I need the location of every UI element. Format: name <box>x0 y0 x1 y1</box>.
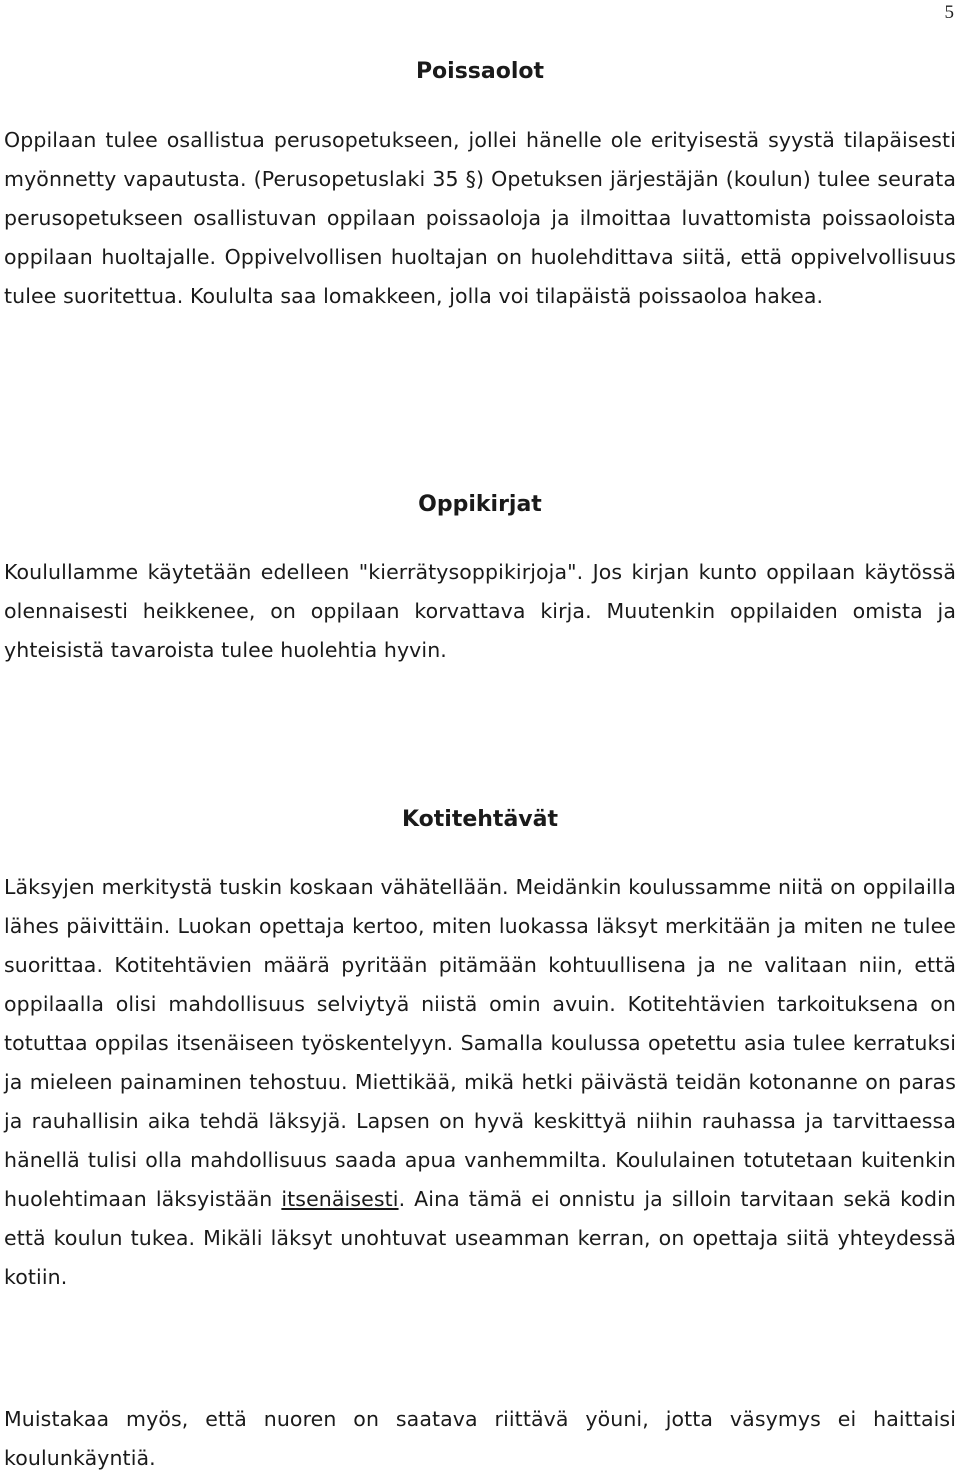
page-number: 5 <box>944 2 954 23</box>
section-title-textbooks: Oppikirjat <box>418 492 542 517</box>
paragraph-absences: Oppilaan tulee osallistua perusopetukseen, jollei hänelle ole erityisestä syystä tilapäisesti myönnetty vapautusta. (Perusopetuslaki 35 §) Opetuksen järjestäjän (koulun) tulee seurata perusopetukseen osallistuvan oppilaan poissaoloja ja ilmoittaa luvattomista poissaoloista oppilaan huoltajalle. Oppivelvollisen huoltajan on huolehdittava siitä, että oppivelvollisuus tulee suoritettua. Koululta saa lomakkeen, jolla voi tilapäistä poissaoloa hakea. <box>4 128 956 308</box>
homework-text-part2: . Aina tämä ei onnistu ja silloin tarvitaan sekä kodin että koulun tukea. Mikäli läksyt unohtuvat useamman kerran, on opettaja siitä yhteydessä kotiin. <box>4 1187 956 1289</box>
homework-text-part1: Läksyjen merkitystä tuskin koskaan vähätellään. Meidänkin koulussamme niitä on oppilailla lähes päivittäin. Luokan opettaja kertoo, miten luokassa läksyt merkitään ja miten ne tulee suorittaa. Kotitehtävien määrä pyritään pitämään kohtuullisena ja ne valitaan niin, että oppilaalla olisi mahdollisuus selviytyä niistä omin avuin. Kotitehtävien tarkoituksena on totuttaa oppilas itsenäiseen työskentelyyn. Samalla koulussa opetettu asia tulee kerratuksi ja mieleen painaminen tehostuu. Miettikää, mikä hetki päivästä teidän kotonanne on paras ja rauhallisin aika tehdä läksyjä. Lapsen on hyvä keskittyä niihin rauhassa ja tarvittaessa hänellä tulisi olla mahdollisuus saada apua vanhemmilta. Koululainen totutetaan kuitenkin huolehtimaan läksyistään <box>4 875 956 1211</box>
section-title-homework: Kotitehtävät <box>402 807 558 832</box>
paragraph-homework <box>4 868 956 1297</box>
section-title-absences: Poissaolot <box>415 59 545 84</box>
underlined-word: itsenäisesti <box>281 1187 399 1211</box>
paragraph-reminder: Muistakaa myös, että nuoren on saatava riittävä yöuni, jotta väsymys ei haittaisi koulunkäyntiä. <box>4 1407 956 1470</box>
paragraph-textbooks: Koulullamme käytetään edelleen "kierrätysoppikirjoja". Jos kirjan kunto oppilaan käytössä olennaisesti heikkenee, on oppilaan korvattava kirja. Muutenkin oppilaiden omista ja yhteisistä tavaroista tulee huolehtia hyvin. <box>4 560 956 662</box>
